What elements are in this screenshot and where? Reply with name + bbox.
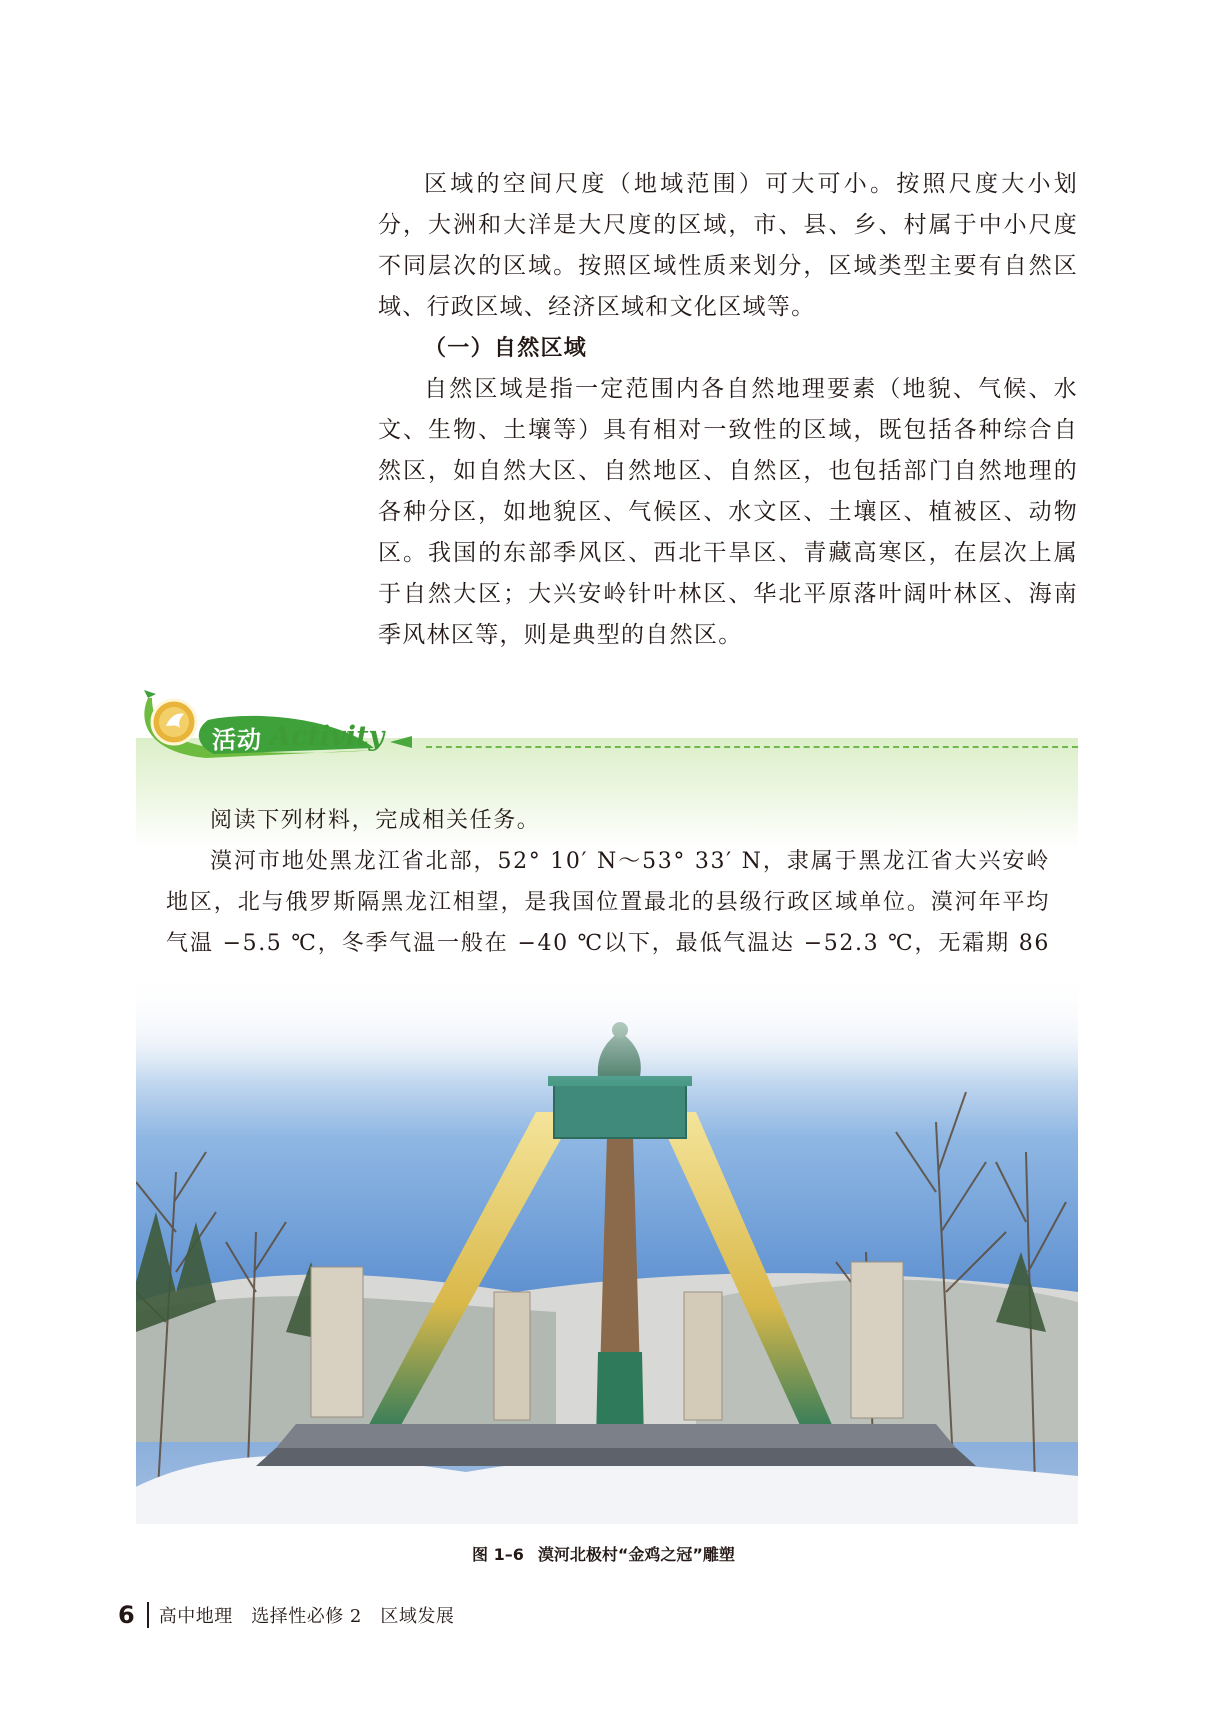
activity-title-en: Activity (270, 721, 385, 752)
activity-divider (426, 746, 1078, 748)
activity-header (136, 690, 1078, 770)
paragraph-region-scale: 区域的空间尺度（地域范围）可大可小。按照尺度大小划分，大洲和大洋是大尺度的区域，市、县、乡、村属于中小尺度不同层次的区域。按照区域性质来划分，区域类型主要有自然区域、行政区域、经济区域和文化区域等。 (378, 171, 1078, 320)
main-text (378, 164, 1078, 656)
page-number: 6 (118, 1601, 135, 1629)
footer-divider (147, 1602, 149, 1628)
section-heading-natural-region: （一）自然区域 (424, 336, 588, 361)
figure-caption-text: 漠河北极村“金鸡之冠”雕塑 (537, 1545, 735, 1564)
book-title: 高中地理 选择性必修 2 区域发展 (158, 1606, 455, 1627)
activity-title: 活动 (212, 726, 262, 754)
paragraph-natural-region: 自然区域是指一定范围内各自然地理要素（地貌、气候、水文、生物、土壤等）具有相对一致性的区域，既包括各种综合自然区，如自然大区、自然地区、自然区，也包括部门自然地理的各种分区，如地貌区、气候区、水文区、土壤区、植被区、动物区。我国的东部季风区、西北干旱区、青藏高寒区，在层次上属于自然大区；大兴安岭针叶林区、华北平原落叶阔叶林区、海南季风林区等，则是典型的自然区。 (378, 376, 1078, 648)
activity-intro: 阅读下列材料，完成相关任务。 (210, 808, 541, 833)
page-footer (118, 1600, 454, 1630)
activity-material: 漠河市地处黑龙江省北部，52° 10′ N～53° 33′ N，隶属于黑龙江省大兴安岭地区，北与俄罗斯隔黑龙江相望，是我国位置最北的县级行政区域单位。漠河年平均气温 −5.5 ℃，冬季气温一般在 −40 ℃以下，最低气温达 −52.3 ℃，无霜期 86 (166, 849, 1050, 956)
golden-rooster-crown-sculpture-image (136, 972, 1078, 1524)
figure-number: 图 1–6 (472, 1545, 524, 1564)
figure-caption (0, 1542, 1207, 1565)
figure-photo (136, 972, 1078, 1524)
